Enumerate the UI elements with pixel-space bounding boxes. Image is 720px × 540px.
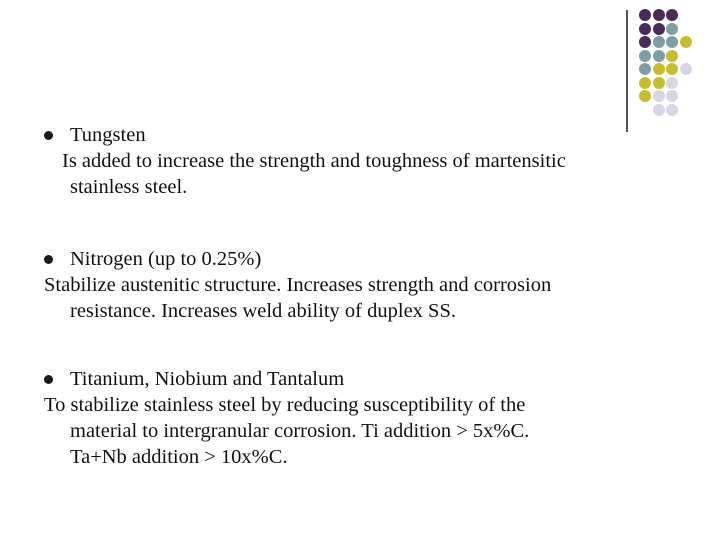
decorative-dot xyxy=(666,50,678,62)
decorative-dot xyxy=(666,36,678,48)
section-titanium xyxy=(44,366,684,470)
decorative-dot xyxy=(639,36,651,48)
decorative-dot xyxy=(653,77,665,89)
decorative-dot xyxy=(680,36,692,48)
body-line: To stabilize stainless steel by reducing susceptibility of the xyxy=(44,394,526,416)
decorative-dot xyxy=(653,50,665,62)
body-line: Ta+Nb addition > 10x%C. xyxy=(70,446,288,468)
decorative-dot xyxy=(639,23,651,35)
decorative-dot xyxy=(639,50,651,62)
decorative-dot xyxy=(653,104,665,116)
decorative-dot xyxy=(639,90,651,102)
section-tungsten xyxy=(44,122,684,200)
decorative-dot xyxy=(666,90,678,102)
decorative-dot xyxy=(653,23,665,35)
decorative-dot xyxy=(653,36,665,48)
bullet-icon xyxy=(44,255,53,264)
decorative-dot xyxy=(666,63,678,75)
body-line: material to intergranular corrosion. Ti addition > 5x%C. xyxy=(70,420,530,442)
decorative-dot xyxy=(666,9,678,21)
decorative-dot xyxy=(653,90,665,102)
decorative-dot xyxy=(666,104,678,116)
bullet-icon xyxy=(44,131,53,140)
section-nitrogen xyxy=(44,246,684,324)
decorative-dot xyxy=(680,63,692,75)
section-heading: Titanium, Niobium and Tantalum xyxy=(70,368,345,390)
body-line: resistance. Increases weld ability of duplex SS. xyxy=(70,300,456,322)
decorative-dot xyxy=(653,63,665,75)
body-line: stainless steel. xyxy=(70,176,188,198)
decorative-dot xyxy=(639,77,651,89)
bullet-icon xyxy=(44,375,53,384)
decorative-vertical-rule xyxy=(626,10,628,132)
decorative-dot-grid xyxy=(639,9,719,119)
section-heading: Tungsten xyxy=(70,124,146,146)
body-line: Is added to increase the strength and toughness of martensitic xyxy=(62,150,566,172)
decorative-dot xyxy=(639,9,651,21)
decorative-dot xyxy=(653,9,665,21)
body-line: Stabilize austenitic structure. Increases strength and corrosion xyxy=(44,274,552,296)
decorative-dot xyxy=(639,63,651,75)
decorative-dot xyxy=(666,77,678,89)
decorative-dot xyxy=(666,23,678,35)
section-heading: Nitrogen (up to 0.25%) xyxy=(70,248,262,270)
